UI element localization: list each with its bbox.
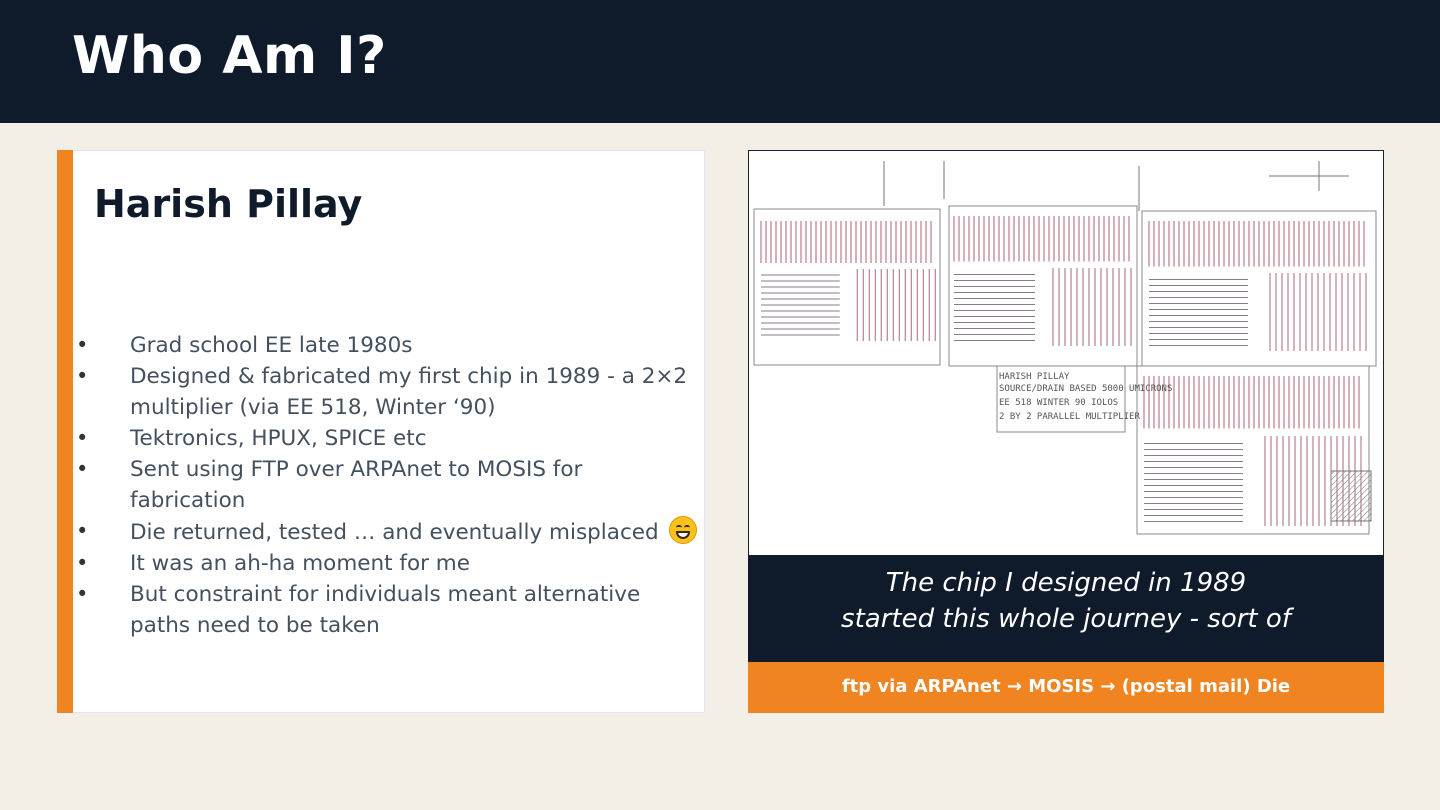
bullet-dot-icon: • (76, 582, 89, 606)
accent-bar (57, 150, 73, 713)
bullet-list (74, 330, 704, 641)
profile-name: Harish Pillay (94, 182, 363, 226)
bullet-text: Designed & fabricated my first chip in 1989 - a 2×2 multiplier (via EE 518, Winter ‘90) (130, 364, 688, 420)
chip-label-line: 2 BY 2 PARALLEL MULTIPLIER (999, 412, 1140, 422)
bullet-item (74, 330, 704, 361)
bullet-item (74, 579, 704, 641)
bullet-item (74, 516, 704, 548)
bullet-text: Tektronics, HPUX, SPICE etc (130, 426, 427, 451)
image-caption (748, 565, 1384, 637)
bullet-dot-icon: • (76, 551, 89, 575)
bullet-dot-icon: • (76, 364, 89, 388)
chip-layout-drawing (749, 151, 1383, 555)
bullet-text: Sent using FTP over ARPAnet to MOSIS for fabrication (130, 457, 583, 513)
bullet-dot-icon: • (76, 333, 89, 357)
caption-line: The chip I designed in 1989 (885, 568, 1247, 598)
bullet-text: Die returned, tested … and eventually misplaced (130, 520, 659, 545)
bullet-item (74, 454, 704, 516)
chip-label-line: HARISH PILLAY (999, 372, 1070, 382)
slide-title: Who Am I? (72, 26, 387, 86)
bullet-text: But constraint for individuals meant alternative paths need to be taken (130, 582, 641, 638)
bullet-dot-icon: • (76, 519, 89, 543)
caption-line: started this whole journey - sort of (841, 604, 1291, 634)
chip-label-line: EE 518 WINTER 90 IOLOS (999, 398, 1119, 408)
bullet-item (74, 548, 704, 579)
bullet-item (74, 361, 704, 423)
footer-text: ftp via ARPAnet → MOSIS → (postal mail) Die (841, 676, 1291, 697)
bullet-text: Grad school EE late 1980s (130, 333, 413, 358)
grinning-face-icon (669, 516, 697, 544)
bullet-item (74, 423, 704, 454)
bullet-dot-icon: • (76, 426, 89, 450)
chip-layout-image (749, 151, 1383, 555)
bullet-text: It was an ah-ha moment for me (130, 551, 470, 576)
chip-label-line: SOURCE/DRAIN BASED 5000 UMICRONS (999, 384, 1173, 394)
bullet-dot-icon: • (76, 457, 89, 481)
